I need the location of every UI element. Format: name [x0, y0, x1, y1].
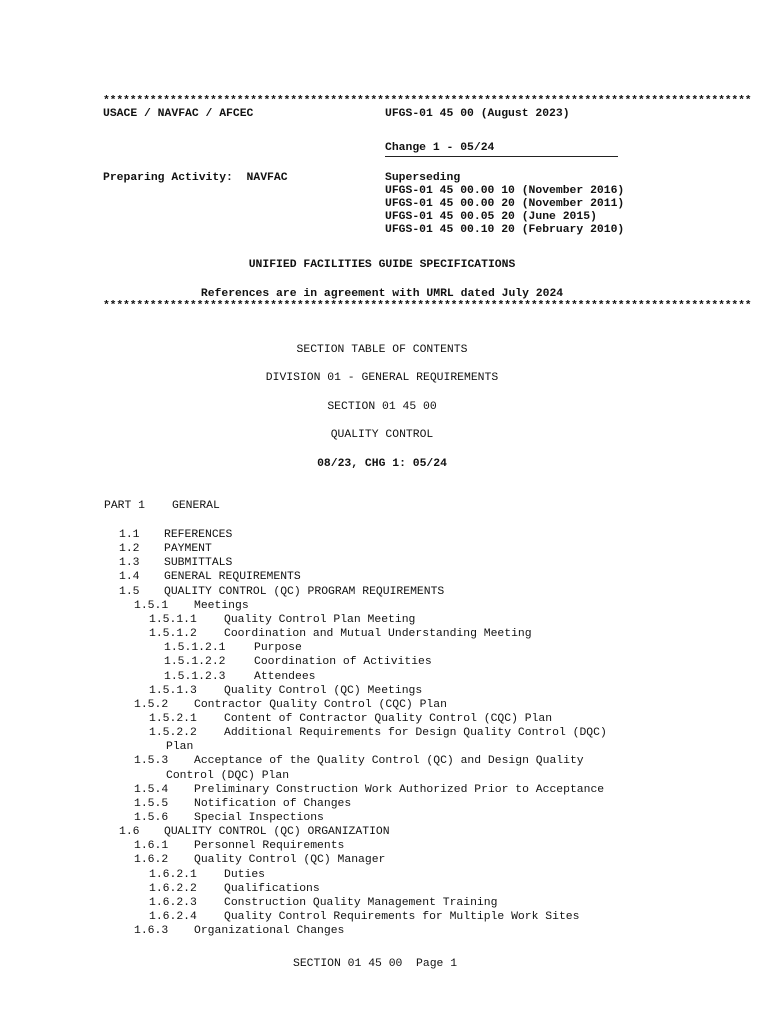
section-name-heading: QUALITY CONTROL [330, 429, 434, 441]
superseding-label: Superseding [385, 172, 461, 184]
toc-entry-title: QUALITY CONTROL (QC) ORGANIZATION [164, 826, 390, 839]
toc-entry-title: Content of Contractor Quality Control (CQC) Plan [224, 712, 553, 725]
toc-entry-number: 1.6.1 [134, 840, 169, 853]
superseded-item: UFGS-01 45 00.00 10 (November 2016) [385, 185, 625, 197]
agencies-label: USACE / NAVFAC / AFCEC [103, 108, 254, 120]
toc-entry-number: 1.5.1.1 [149, 613, 197, 626]
toc-entry-number: 1.5.6 [134, 812, 169, 824]
toc-entry-title: QUALITY CONTROL (QC) PROGRAM REQUIREMENTS [164, 585, 445, 598]
toc-entry-number: 1.5.2.2 [149, 727, 197, 740]
toc-entry-title: Preliminary Construction Work Authorized Prior to Acceptance [194, 783, 605, 796]
spec-number: UFGS-01 45 00 (August 2023) [385, 108, 570, 120]
toc-entry-title: Notification of Changes [194, 797, 352, 810]
toc-entry-number: 1.5.1.2.2 [164, 656, 226, 669]
toc-entry-number: 1.5.1.2.1 [164, 642, 226, 655]
toc-entry-title: Quality Control (QC) Meetings [224, 684, 423, 697]
toc-entry-number: 1.5.2.1 [149, 712, 197, 725]
toc-entry-number: 1.5.1.2.3 [164, 670, 226, 683]
section-number-heading: SECTION 01 45 00 [327, 401, 437, 413]
toc-entry-title: Contractor Quality Control (CQC) Plan [194, 698, 447, 711]
toc-entry-title-continued: Plan [166, 741, 194, 754]
toc-entry-title: PAYMENT [164, 543, 212, 556]
toc-entry-number: 1.5.1 [134, 599, 169, 612]
toc-entry-title: Acceptance of the Quality Control (QC) and Design Quality [194, 755, 584, 768]
umrl-note: References are in agreement with UMRL dated July 2024 [200, 288, 564, 300]
part-title: GENERAL [172, 500, 220, 512]
toc-entry-number: 1.6.2.2 [149, 882, 197, 895]
part-label: PART 1 [104, 500, 146, 512]
section-date: 08/23, CHG 1: 05/24 [317, 458, 447, 470]
toc-entry-number: 1.5.3 [134, 755, 169, 768]
superseded-item: UFGS-01 45 00.10 20 (February 2010) [385, 224, 625, 236]
toc-entry-number: 1.5.5 [134, 797, 169, 810]
toc-entry-number: 1.3 [119, 557, 140, 570]
toc-entry-title: SUBMITTALS [164, 557, 233, 570]
toc-entry-number: 1.6.2.1 [149, 868, 197, 881]
toc-entry-number: 1.6.3 [134, 925, 169, 938]
toc-entry-title: Organizational Changes [194, 925, 345, 938]
toc-entry-number: 1.5.1.3 [149, 684, 197, 697]
toc-entry-title: Personnel Requirements [194, 840, 345, 853]
toc-entry-title: Attendees [254, 670, 316, 683]
toc-entry-title: GENERAL REQUIREMENTS [164, 571, 301, 584]
toc-entry-number: 1.5.4 [134, 783, 169, 796]
guide-title: UNIFIED FACILITIES GUIDE SPECIFICATIONS [248, 259, 516, 271]
toc-entry-number: 1.5 [119, 585, 140, 598]
asterisk-rule-bottom: ************************************************************************************************* [103, 300, 752, 312]
toc-entry-title: Quality Control (QC) Manager [194, 854, 386, 867]
toc-entry-number: 1.5.1.2 [149, 628, 197, 641]
toc-entry-number: 1.6.2 [134, 854, 169, 867]
division-heading: DIVISION 01 - GENERAL REQUIREMENTS [265, 372, 499, 384]
superseded-item: UFGS-01 45 00.00 20 (November 2011) [385, 198, 625, 210]
toc-entry-number: 1.1 [119, 529, 140, 541]
toc-entry-title: Additional Requirements for Design Quality Control (DQC) [224, 727, 607, 740]
page-footer: SECTION 01 45 00 Page 1 [293, 958, 458, 970]
preparing-activity: Preparing Activity: NAVFAC [103, 172, 288, 184]
toc-entry-title: Qualifications [224, 882, 320, 895]
toc-entry-number: 1.4 [119, 571, 140, 584]
toc-entry-title: REFERENCES [164, 529, 233, 541]
asterisk-rule-top: ************************************************************************************************* [103, 95, 752, 107]
toc-entry-title: Duties [224, 868, 266, 881]
change-label: Change 1 - 05/24 [385, 142, 495, 154]
toc-entry-number: 1.2 [119, 543, 140, 556]
toc-entry-number: 1.6.2.3 [149, 896, 197, 909]
toc-entry-number: 1.6 [119, 826, 140, 839]
toc-entry-title: Coordination and Mutual Understanding Meeting [224, 628, 532, 641]
toc-entry-title: Construction Quality Management Training [224, 896, 498, 909]
toc-entry-title: Quality Control Requirements for Multiple Work Sites [224, 911, 580, 924]
change-rule [385, 156, 618, 157]
toc-entry-title-continued: Control (DQC) Plan [166, 769, 290, 782]
toc-entry-number: 1.5.2 [134, 698, 169, 711]
toc-entry-title: Meetings [194, 599, 249, 612]
superseded-item: UFGS-01 45 00.05 20 (June 2015) [385, 211, 597, 223]
toc-heading: SECTION TABLE OF CONTENTS [296, 344, 468, 356]
toc-entry-number: 1.6.2.4 [149, 911, 197, 924]
toc-entry-title: Purpose [254, 642, 302, 655]
toc-entry-title: Special Inspections [194, 812, 324, 824]
toc-entry-title: Coordination of Activities [254, 656, 432, 669]
toc-entry-title: Quality Control Plan Meeting [224, 613, 416, 626]
